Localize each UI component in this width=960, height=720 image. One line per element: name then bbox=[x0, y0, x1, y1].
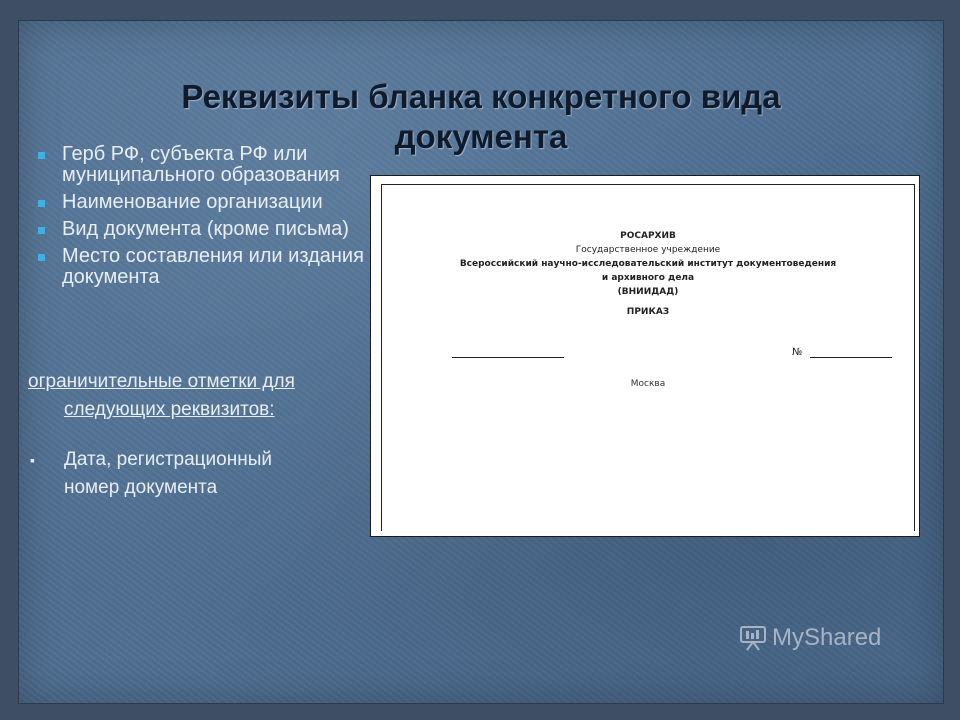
presentation-icon bbox=[738, 624, 768, 652]
bullet-text: Место составления или издания документа bbox=[62, 245, 364, 288]
bullet-text: Герб РФ, субъекта РФ или муниципального образования bbox=[62, 143, 340, 186]
form-org: РОСАРХИВ bbox=[620, 231, 676, 241]
list-item bbox=[38, 219, 378, 240]
sub-item-line-1: Дата, регистрационный bbox=[64, 449, 272, 470]
title-line-2: документа bbox=[394, 118, 568, 155]
number-label: № bbox=[792, 347, 803, 358]
form-doc-type: ПРИКАЗ bbox=[626, 307, 670, 317]
document-form-sample bbox=[370, 175, 920, 537]
bullet-text: Наименование организации bbox=[62, 191, 323, 213]
sub-item-line-2: номер документа bbox=[64, 477, 218, 498]
number-line bbox=[810, 357, 892, 358]
sub-item bbox=[30, 446, 370, 502]
bullet-text: Вид документа (кроме письма) bbox=[62, 218, 349, 240]
watermark bbox=[738, 624, 881, 652]
form-org-type: Государственное учреждение bbox=[575, 245, 721, 255]
restrict-line-1: ограничительные отметки для bbox=[28, 371, 295, 392]
title-line-1: Реквизиты бланка конкретного вида bbox=[181, 78, 781, 115]
list-item bbox=[38, 192, 378, 213]
square-bullet-icon: ▪ bbox=[30, 452, 35, 468]
date-line bbox=[452, 357, 564, 358]
form-header bbox=[382, 229, 914, 319]
form-institute-line-1: Всероссийский научно-исследовательский институт документоведения bbox=[459, 259, 837, 269]
bullet-icon bbox=[38, 227, 45, 234]
bullet-icon bbox=[38, 200, 45, 207]
list-item bbox=[38, 144, 378, 186]
form-frame bbox=[381, 184, 915, 531]
restrictive-marks-note bbox=[28, 368, 368, 424]
watermark-text: MyShared bbox=[772, 624, 882, 651]
list-item bbox=[38, 246, 378, 288]
restrict-line-2: следующих реквизитов: bbox=[64, 399, 275, 420]
requisites-list bbox=[38, 144, 378, 294]
form-city: Москва bbox=[630, 379, 666, 389]
bullet-icon bbox=[38, 152, 45, 159]
bullet-icon bbox=[38, 254, 45, 261]
form-institute-line-2: и архивного дела bbox=[601, 273, 695, 283]
form-abbr: (ВНИИДАД) bbox=[617, 287, 679, 297]
